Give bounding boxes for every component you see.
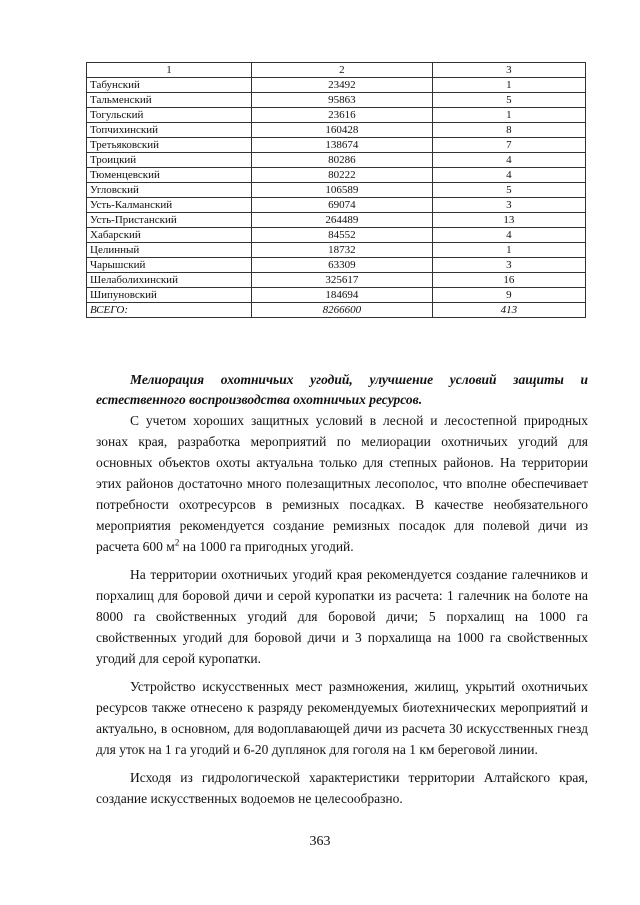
area-value-cell: 106589 <box>251 183 432 198</box>
total-area-cell: 8266600 <box>251 303 432 318</box>
district-name-cell: Табунский <box>87 78 252 93</box>
count-value-cell: 4 <box>432 153 585 168</box>
table-row <box>87 258 586 273</box>
area-value-cell: 23492 <box>251 78 432 93</box>
area-value-cell: 138674 <box>251 138 432 153</box>
area-value-cell: 184694 <box>251 288 432 303</box>
header-cell-2: 2 <box>251 63 432 78</box>
count-value-cell: 16 <box>432 273 585 288</box>
district-name-cell: Троицкий <box>87 153 252 168</box>
area-value-cell: 95863 <box>251 93 432 108</box>
table-row <box>87 228 586 243</box>
table-row <box>87 183 586 198</box>
paragraph-1-tail: на 1000 га пригодных угодий. <box>179 539 354 554</box>
total-count-cell: 413 <box>432 303 585 318</box>
district-name-cell: Шелаболихинский <box>87 273 252 288</box>
table-row <box>87 198 586 213</box>
total-label-cell: ВСЕГО: <box>87 303 252 318</box>
table-row <box>87 153 586 168</box>
table-row <box>87 108 586 123</box>
table-row <box>87 138 586 153</box>
district-name-cell: Хабарский <box>87 228 252 243</box>
district-name-cell: Тюменцевский <box>87 168 252 183</box>
table-row <box>87 213 586 228</box>
table-row <box>87 123 586 138</box>
table-row <box>87 93 586 108</box>
count-value-cell: 9 <box>432 288 585 303</box>
superscript-square: 2 <box>174 537 180 548</box>
area-value-cell: 160428 <box>251 123 432 138</box>
area-value-cell: 23616 <box>251 108 432 123</box>
paragraph-2: На территории охотничьих угодий края рекомендуется создание галечников и порхалищ для боровой дичи и серой куропатки из расчета: 1 галечник на болоте на 8000 га свойственных угодий для боровой дичи; 5 порхалищ на 1000 га свойственных угодий для боровой дичи и 3 порхалища на 1000 га свойственных угодий для серой куропатки. <box>96 567 588 666</box>
count-value-cell: 1 <box>432 243 585 258</box>
district-name-cell: Тальменский <box>87 93 252 108</box>
table-total-row <box>87 303 586 318</box>
table-row <box>87 273 586 288</box>
area-value-cell: 84552 <box>251 228 432 243</box>
section-heading: Мелиорация охотничьих угодий, улучшение условий защиты и естественного воспроизводства охотничьих ресурсов. <box>96 372 588 407</box>
count-value-cell: 5 <box>432 93 585 108</box>
header-cell-3: 3 <box>432 63 585 78</box>
district-name-cell: Топчихинский <box>87 123 252 138</box>
page-number: 363 <box>309 834 331 849</box>
district-name-cell: Третьяковский <box>87 138 252 153</box>
body-text <box>96 410 588 816</box>
count-value-cell: 13 <box>432 213 585 228</box>
count-value-cell: 3 <box>432 258 585 273</box>
table-row <box>87 78 586 93</box>
area-value-cell: 18732 <box>251 243 432 258</box>
district-name-cell: Угловский <box>87 183 252 198</box>
count-value-cell: 3 <box>432 198 585 213</box>
district-name-cell: Чарышский <box>87 258 252 273</box>
area-value-cell: 80286 <box>251 153 432 168</box>
paragraph-1 <box>96 410 588 557</box>
district-name-cell: Тогульский <box>87 108 252 123</box>
district-name-cell: Усть-Калманский <box>87 198 252 213</box>
district-name-cell: Шипуновский <box>87 288 252 303</box>
area-value-cell: 80222 <box>251 168 432 183</box>
paragraph-4: Исходя из гидрологической характеристики территории Алтайского края, создание искусственных водоемов не целесообразно. <box>96 770 588 806</box>
table-row <box>87 243 586 258</box>
district-name-cell: Целинный <box>87 243 252 258</box>
table-row <box>87 288 586 303</box>
area-value-cell: 264489 <box>251 213 432 228</box>
count-value-cell: 8 <box>432 123 585 138</box>
districts-table <box>86 62 586 318</box>
count-value-cell: 4 <box>432 168 585 183</box>
table-header-row <box>87 63 586 78</box>
table-row <box>87 168 586 183</box>
header-cell-1: 1 <box>87 63 252 78</box>
count-value-cell: 4 <box>432 228 585 243</box>
area-value-cell: 325617 <box>251 273 432 288</box>
paragraph-3: Устройство искусственных мест размножения, жилищ, укрытий охотничьих ресурсов также отнесено к разряду рекомендуемых биотехнических мероприятий и актуально, в основном, для водоплавающей дичи из расчета 30 искусственных гнезд для уток на 1 га угодий и 6-20 дуплянок для гоголя на 1 км береговой линии. <box>96 679 588 757</box>
count-value-cell: 1 <box>432 78 585 93</box>
paragraph-1-text: С учетом хороших защитных условий в лесной и лесостепной природных зонах края, разработка мероприятий по мелиорации охотничьих угодий для основных объектов охоты актуальна только для степных районов. На территории этих районов достаточно много полезащитных лесополос, что вполне обеспечивает потребности охотресурсов в ремизных посадках. В качестве необязательного мероприятия рекомендуется создание ремизных посадок для полевой дичи из расчета 600 м <box>96 413 588 554</box>
count-value-cell: 7 <box>432 138 585 153</box>
districts-table-body <box>87 63 586 318</box>
count-value-cell: 1 <box>432 108 585 123</box>
area-value-cell: 63309 <box>251 258 432 273</box>
count-value-cell: 5 <box>432 183 585 198</box>
district-name-cell: Усть-Пристанский <box>87 213 252 228</box>
area-value-cell: 69074 <box>251 198 432 213</box>
